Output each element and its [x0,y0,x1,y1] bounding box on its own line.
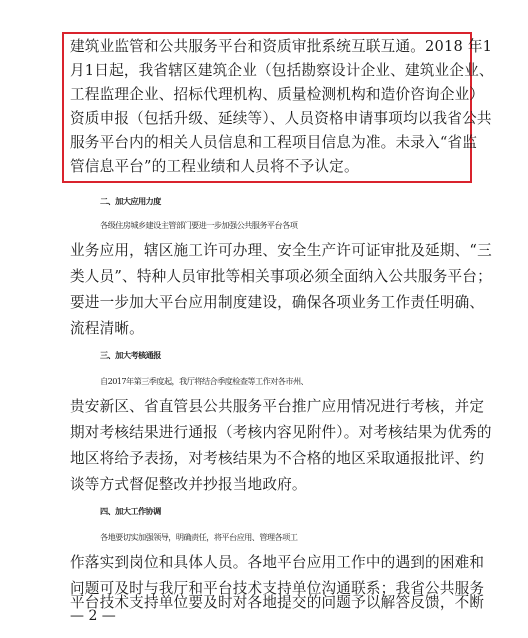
body-line: 工程监理企业、招标代理机构、质量检测机构和造价咨询企业） [70,86,485,103]
body-line: 各级住房城乡建设主管部门要进一步加强公共服务平台各项 [100,220,298,230]
body-line: 要进一步加大平台应用制度建设，确保各项业务工作责任明确、 [70,294,485,311]
body-line: 月1日起，我省辖区建筑企业（包括勘察设计企业、建筑业企业、 [70,62,494,79]
body-line: 地区将给予表扬，对考核结果为不合格的地区采取通报批评、约 [70,450,485,467]
body-line: 谈等方式督促整改并抄报当地政府。 [70,476,307,493]
body-line: 自2017年第三季度起，我厅将结合季度检查等工作对各市州、 [100,376,309,386]
body-line: 流程清晰。 [70,320,144,337]
body-line: 服务平台内的相关人员信息和工程项目信息为准。未录入“省监 [70,134,478,151]
body-line: 建筑业监管和公共服务平台和资质审批系统互联互通。2018 年1 [70,38,493,55]
body-line: 贵安新区、省直管县公共服务平台推广应用情况进行考核，并定 [70,398,485,415]
body-line: 各地要切实加强领导，明确责任，将平台应用、管理各项工 [100,532,298,542]
section-heading: 二、加大应用力度 [100,196,161,206]
body-line: 业务应用，辖区施工许可办理、安全生产许可证审批及延期、“三 [70,242,492,259]
section-heading: 四、加大工作协调 [100,506,161,516]
body-line: 管信息平台”的工程业绩和人员将不予认定。 [70,158,359,175]
section-heading: 三、加大考核通报 [100,350,161,360]
page-number: — 2 — [70,608,116,624]
body-line: 类人员”、特种人员审批等相关事项必须全面纳入公共服务平台； [70,268,492,285]
body-line: 平台技术支持单位要及时对各地提交的问题予以解答反馈，不断 [70,594,485,611]
body-line: 资质申报（包括升级、延续等）、人员资格申请事项均以我省公共 [70,110,492,127]
body-line: 期对考核结果进行通报（考核内容见附件）。对考核结果为优秀的 [70,424,492,441]
body-line: 作落实到岗位和具体人员。各地平台应用工作中的遇到的困难和 [70,554,485,571]
body-line: 问题可及时与我厅和平台技术支持单位沟通联系；我省公共服务 [70,580,485,597]
